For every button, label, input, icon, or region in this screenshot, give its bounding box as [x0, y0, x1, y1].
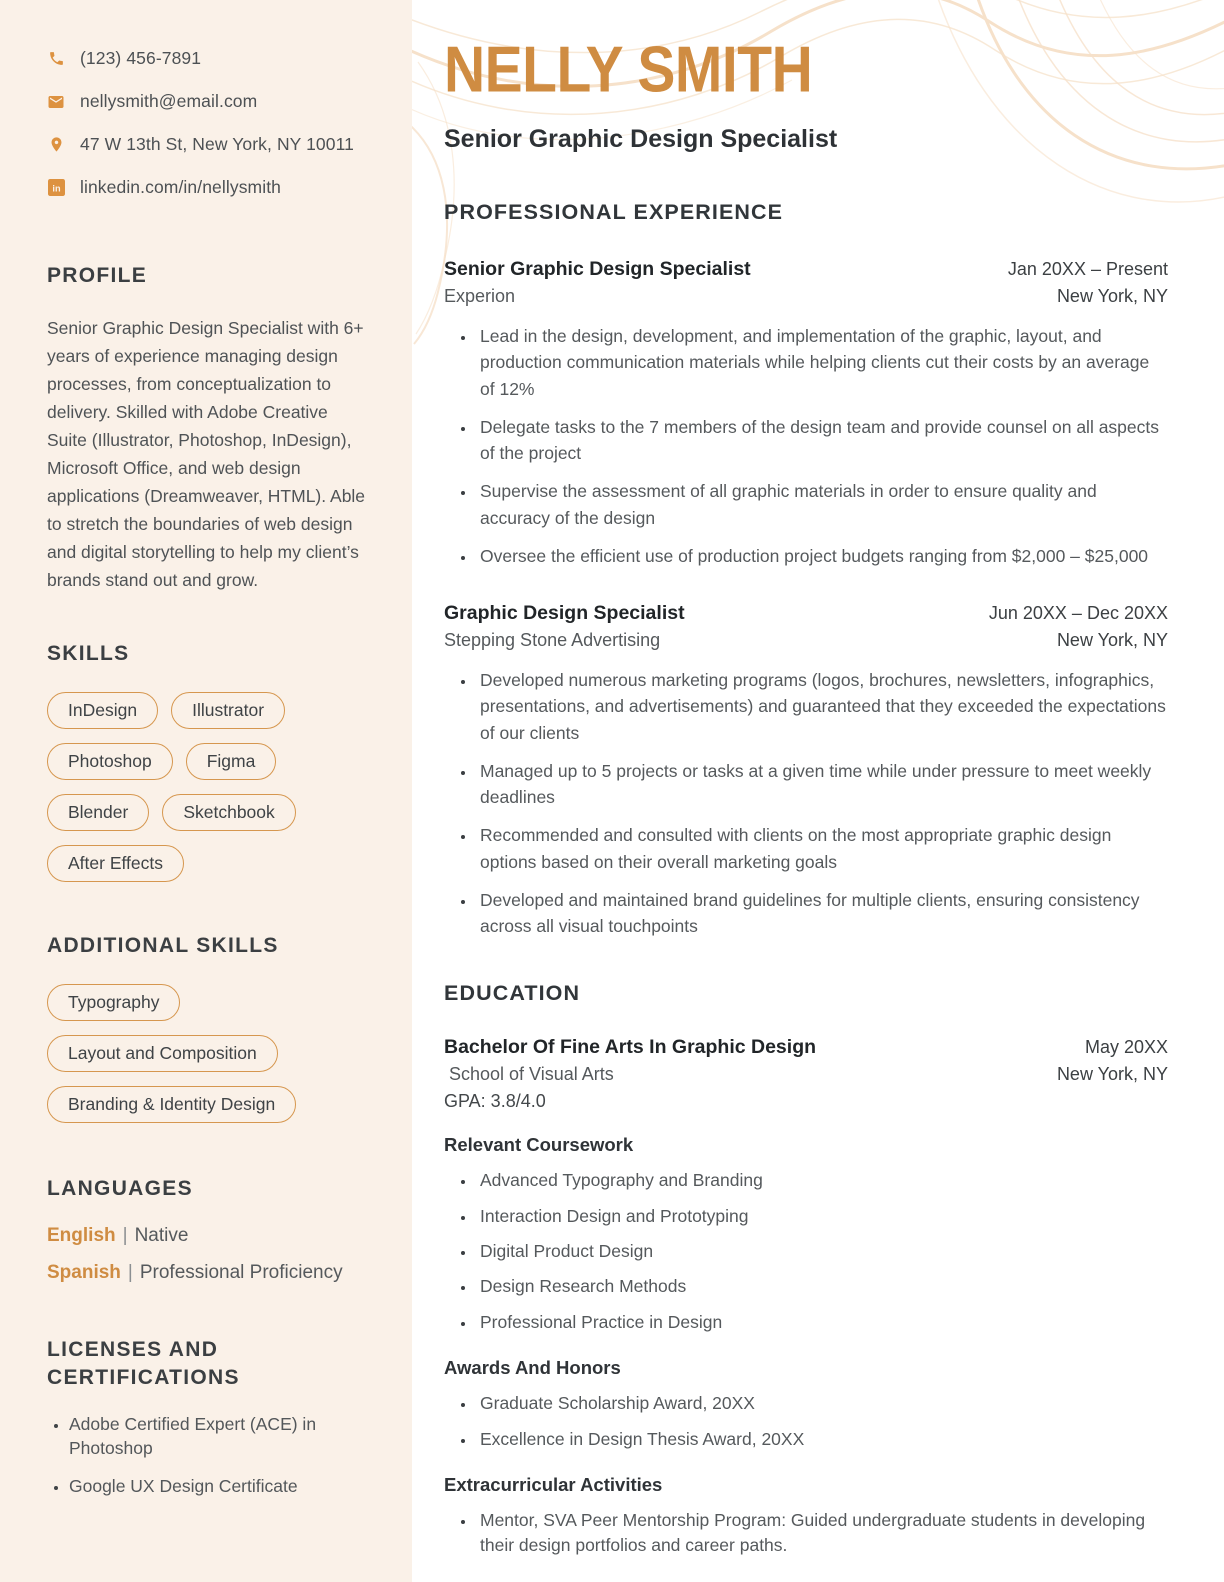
languages-section — [47, 1175, 370, 1284]
additional-skills-pill-group — [47, 984, 370, 1123]
skill-pill: Photoshop — [47, 743, 173, 780]
contact-section — [47, 48, 370, 198]
skills-section — [47, 640, 370, 882]
certification-item: • Google UX Design Certificate — [69, 1474, 370, 1499]
additional-skills-heading: ADDITIONAL SKILLS — [47, 933, 279, 957]
job-bullet: • Recommended and consulted with clients on the most appropriate graphic design options based on their overall marketing goals — [476, 822, 1168, 875]
svg-text:in: in — [51, 183, 61, 194]
contact-item-address — [47, 134, 370, 155]
coursework-item: • Digital Product Design — [476, 1239, 1168, 1264]
contact-address-text: 47 W 13th St, New York, NY 10011 — [80, 134, 354, 154]
job-bullet: • Managed up to 5 projects or tasks at a given time while under pressure to meet weekly deadlines — [476, 758, 1168, 811]
language-separator: | — [127, 1261, 133, 1283]
language-level: Professional Proficiency — [139, 1261, 343, 1283]
contact-phone-text: (123) 456-7891 — [80, 48, 202, 68]
coursework-item: • Professional Practice in Design — [476, 1310, 1168, 1335]
skill-pill: Layout and Composition — [47, 1035, 278, 1072]
extracurricular-list — [444, 1508, 1168, 1559]
skills-pill-group — [47, 692, 370, 882]
certifications-section — [47, 1336, 370, 1498]
job-dates: Jan 20XX – Present — [1007, 259, 1168, 279]
profile-heading: PROFILE — [47, 264, 148, 287]
job-dates: Jun 20XX – Dec 20XX — [988, 603, 1168, 623]
profile-text: Senior Graphic Design Specialist with 6+ years of experience managing design processes, from conceptualization to delivery. Skilled with Adobe Creative Suite (Illustrator, Photoshop, InDesign), Microsoft Office, and web design applications (Dreamweaver, HTML). Able to stretch the boundaries of web design and digital storytelling to help my client’s brands stand out and grow. — [47, 317, 366, 590]
contact-linkedin-text: linkedin.com/in/nellysmith — [80, 177, 282, 197]
contact-item-linkedin — [47, 177, 370, 198]
degree-title: Bachelor Of Fine Arts In Graphic Design — [444, 1036, 817, 1059]
location-icon — [47, 136, 65, 154]
language-list — [47, 1225, 370, 1284]
job-bullet: • Lead in the design, development, and implementation of the graphic, layout, and production communication materials while helping clients cut their costs by an average of 12% — [476, 323, 1168, 402]
skills-heading: SKILLS — [47, 641, 130, 665]
job-company: Stepping Stone Advertising — [444, 630, 661, 650]
coursework-heading: Relevant Coursework — [444, 1134, 634, 1156]
certifications-heading: LICENSES AND CERTIFICATIONS — [47, 1337, 240, 1389]
sidebar — [0, 0, 412, 1582]
job-company: Experion — [444, 286, 516, 306]
experience-heading: PROFESSIONAL EXPERIENCE — [444, 200, 784, 224]
job-bullet: • Oversee the efficient use of production project budgets ranging from $2,000 – $25,000 — [476, 543, 1168, 569]
linkedin-icon — [47, 179, 65, 197]
job-title: Graphic Design Specialist — [444, 602, 685, 624]
experience-job — [444, 258, 1168, 569]
job-bullet-list — [444, 667, 1168, 939]
main-column — [412, 0, 1224, 1582]
experience-job — [444, 602, 1168, 939]
education-entry — [444, 1036, 1168, 1558]
job-bullet: • Supervise the assessment of all graphic materials in order to ensure quality and accuracy of the design — [476, 478, 1168, 531]
job-bullet: • Developed numerous marketing programs (logos, brochures, newsletters, infographics, presentations, and advertisements) and guaranteed that they exceeded the expectations of our clients — [476, 667, 1168, 746]
job-bullet: • Delegate tasks to the 7 members of the design team and provide counsel on all aspects of the project — [476, 414, 1168, 467]
coursework-list — [444, 1168, 1168, 1335]
language-item — [47, 1225, 370, 1247]
awards-heading: Awards And Honors — [444, 1357, 621, 1379]
candidate-title: Senior Graphic Design Specialist — [444, 125, 838, 153]
job-location: New York, NY — [1056, 286, 1168, 306]
email-icon — [47, 93, 65, 111]
phone-icon — [47, 50, 65, 68]
language-separator: | — [122, 1224, 128, 1246]
language-name: English — [47, 1224, 116, 1246]
award-item: • Graduate Scholarship Award, 20XX — [476, 1391, 1168, 1416]
languages-heading: LANGUAGES — [47, 1176, 193, 1200]
skill-pill: Blender — [47, 794, 149, 831]
certification-item: • Adobe Certified Expert (ACE) in Photoshop — [69, 1412, 370, 1461]
language-name: Spanish — [47, 1261, 121, 1283]
skill-pill: Illustrator — [171, 692, 285, 729]
gpa-text: GPA: 3.8/4.0 — [444, 1091, 546, 1112]
skill-pill: InDesign — [47, 692, 158, 729]
candidate-name: NELLY SMITH — [444, 33, 813, 107]
school-name: School of Visual Arts — [449, 1064, 614, 1085]
skill-pill: Figma — [186, 743, 277, 780]
education-date: May 20XX — [1084, 1037, 1168, 1058]
activity-item: • Mentor, SVA Peer Mentorship Program: Guided undergraduate students in developing their design portfolios and career paths. — [476, 1508, 1168, 1559]
job-bullet: • Developed and maintained brand guidelines for multiple clients, ensuring consistency across all visual touchpoints — [476, 887, 1168, 940]
coursework-item: • Advanced Typography and Branding — [476, 1168, 1168, 1193]
awards-list — [444, 1391, 1168, 1452]
skill-pill: Sketchbook — [162, 794, 295, 831]
extracurricular-heading: Extracurricular Activities — [444, 1473, 663, 1495]
award-item: • Excellence in Design Thesis Award, 20XX — [476, 1427, 1168, 1452]
job-bullet-list — [444, 323, 1168, 569]
contact-item-email — [47, 91, 370, 112]
profile-section — [47, 262, 370, 594]
additional-skills-section — [47, 932, 370, 1123]
skill-pill: Typography — [47, 984, 180, 1021]
job-location: New York, NY — [1056, 630, 1168, 650]
coursework-item: • Interaction Design and Prototyping — [476, 1204, 1168, 1229]
language-item — [47, 1262, 370, 1284]
job-title: Senior Graphic Design Specialist — [444, 258, 751, 280]
language-level: Native — [134, 1224, 189, 1246]
coursework-item: • Design Research Methods — [476, 1274, 1168, 1299]
education-location: New York, NY — [1056, 1064, 1168, 1085]
skill-pill: After Effects — [47, 845, 184, 882]
certifications-list — [47, 1412, 370, 1499]
contact-item-phone — [47, 48, 370, 69]
contact-email-text: nellysmith@email.com — [80, 91, 258, 111]
skill-pill: Branding & Identity Design — [47, 1086, 296, 1123]
education-heading: EDUCATION — [444, 981, 581, 1006]
